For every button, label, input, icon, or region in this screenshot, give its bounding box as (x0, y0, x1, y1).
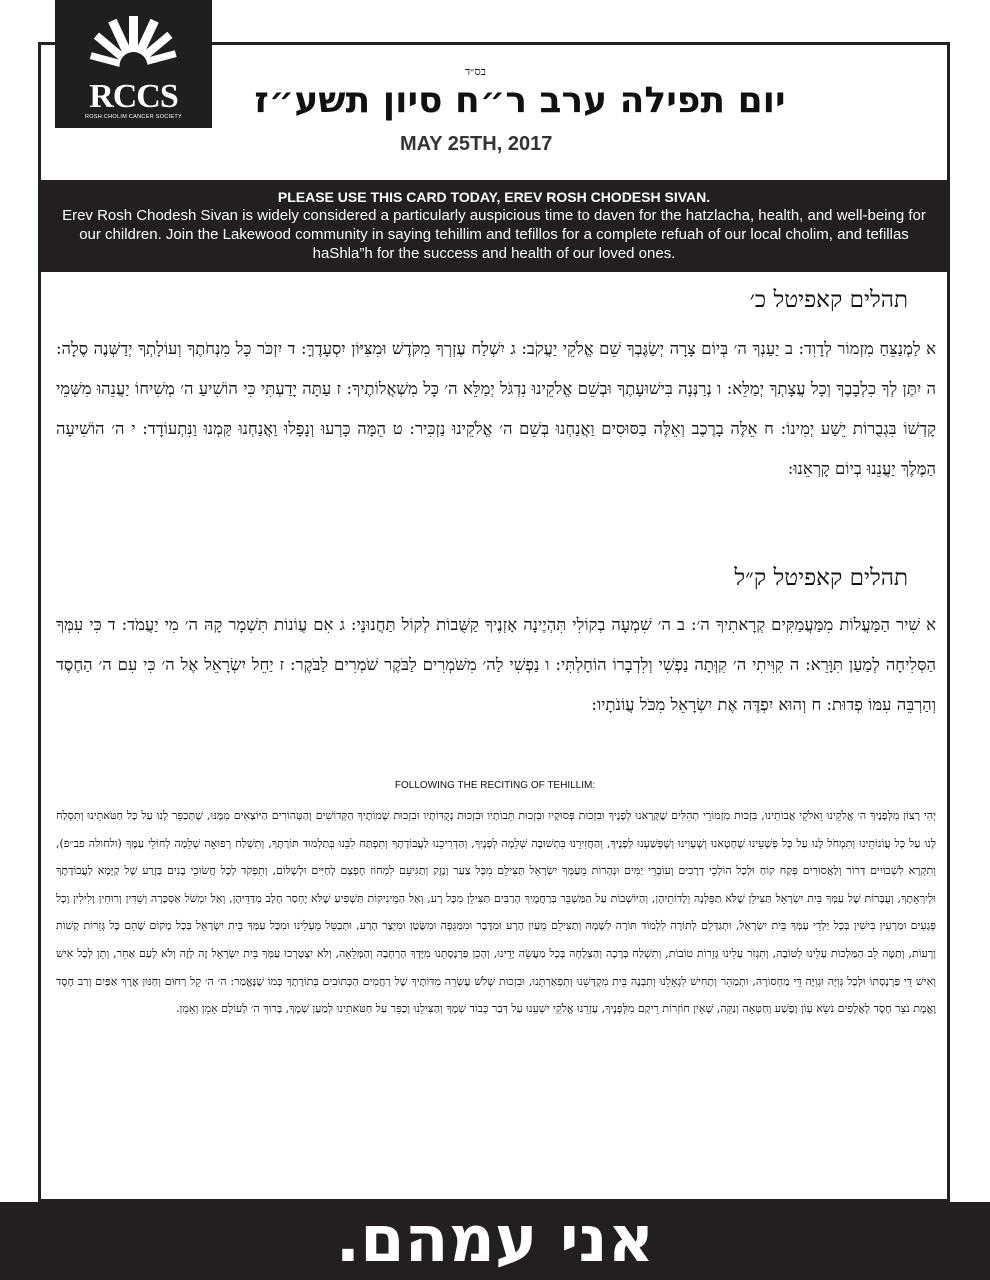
psalm-20-heading: תהלים קאפיטל כ׳ (749, 287, 908, 313)
prayer-text: יְהִי רָצוֹן מִלְּפָנֶיךָ ה׳ אֱלֹקֵינוּ וֵאלֹקֵי אֲבוֹתֵינוּ, בִּזְכוּת מִזְמוֹרֵי תְהִלִּים שֶׁקָּרָאנוּ לְפָנֶיךָ וּבִזְכוּת פְּסוּקָיו וּבִזְכוּת תֵּבוֹתָיו וּבִזְכוּת נְקֻדּוֹתָיו וּבִזְכוּת שְׁמוֹתֶיךָ הַקְּדוֹשִׁים וְהַטְּהוֹרִים הַיּוֹצְאִים מִמֶּנּוּ, שֶׁתְּכַפֵּר לָנוּ עַל כָּל חַטֹּאתֵינוּ וְתִסְלַח לָנוּ עַל כָּל עֲוֹנוֹתֵינוּ וְתִמְחֹל לָנוּ עַל כָּל פְּשָׁעֵינוּ שֶׁחָטָאנוּ וְשֶׁעָוִינוּ וְשֶׁפָּשַׁעְנוּ לְפָנֶיךָ, וְהַחֲזִירֵנוּ בִּתְשׁוּבָה שְׁלֵמָה לְפָנֶיךָ, וְהַדְרִיכֵנוּ לַעֲבוֹדָתֶךָ וְתִפְתַּח לִבֵּנוּ בְּתַלְמוּד תּוֹרָתֶךָ, וְתִשְׁלַח רְפוּאָה שְׁלֵמָה לְחוֹלֵי עַמֶּךָ (ולחולה פב״פ), וְתִקְרָא לִשְׁבוּיִים דְּרוֹר וְלַאֲסוּרִים פְּקַח קוֹחַ וּלְכָל הוֹלְכֵי דְרָכִים וְעוֹבְרֵי יַמִּים וּנְהָרוֹת מֵעַמְּךָ יִשְׂרָאֵל תַּצִּילֵם מִכָּל צַעַר וָנֶזֶק וְתַגִּיעֵם לִמְחוֹז חֶפְצָם לְחַיִּים וּלְשָׁלוֹם, וְתִפְקֹד לְכָל חֲשׂוּכֵי בָנִים בְּזֶרַע שֶׁל קַיָּמָא לַעֲבוֹדָתֶךָ וּלְיִרְאָתֶךָ, וְעֻבָּרוֹת שֶׁל עַמְּךָ בֵּית יִשְׂרָאֵל תַּצִּילֵן שֶׁלֹּא תַפֵּלְנָה וְלָדוֹתֵיהֶן, וְהַיּוֹשְׁבוֹת עַל הַמַּשְׁבֵּר בְּרַחֲמֶיךָ הָרַבִּים תַּצִּילֵן מִכָּל רָע, וְאַל הַמֵּינִיקוֹת תַּשְׁפִּיעַ שֶׁלֹּא יֶחְסַר חָלָב מִדַּדֵּיהֶן, וְאַל יִמְשֹׁל אַסְכָּרָה וְשֵׁדִין וְרוּחִין וְלִילִין וְכָל פְּגָעִים וּמַרְעִין בִּישִׁין בְּכָל יַלְדֵי עַמְּךָ בֵּית יִשְׂרָאֵל, וּתְגַדְּלֵם לְתוֹרָה לִלְמוֹד תּוֹרָה לִשְׁמָהּ וְתַצִּילֵם מֵעַיִן הָרָע וּמִדֶּבֶר וּמִמַּגֵּפָה וּמִשָּׂטָן וּמִיֵּצֶר הָרָע, וּתְבַטֵּל מֵעָלֵינוּ וּמִכָּל עַמְּךָ בֵּית יִשְׂרָאֵל בְּכָל מָקוֹם שֶׁהֵם כָּל גְּזֵרוֹת קָשׁוֹת וְרָעוֹת, וְתַטֶּה לֵב הַמַּלְכוּת עָלֵינוּ לְטוֹבָה, וְתִגְזֹר עָלֵינוּ גְּזֵרוֹת טוֹבוֹת, וְתִשְׁלַח בְּרָכָה וְהַצְלָחָה בְּכָל מַעֲשֵׂה יָדֵינוּ, וְהָכֵן פַּרְנָסָתֵנוּ מִיָּדְךָ הָרְחָבָה וְהַמְּלֵאָה, וְלֹא יִצְטָרְכוּ עַמְּךָ בֵּית יִשְׂרָאֵל זֶה לָזֶה וְלֹא לְעַם אַחֵר, וְתֵן לְכָל אִישׁ וְאִישׁ דֵּי פַּרְנָסָתוֹ וּלְכָל גְּוִיָּה וּגְוִיָּה דֵּי מַחְסוֹרָהּ, וּתְמַהֵר וְתָחִישׁ לִגְאָלֵנוּ וְתִבְנֶה בֵּית מִקְדָּשֵׁנוּ וְתִפְאַרְתֵּנוּ, וּבִזְכוּת שְׁלֹשׁ עֶשְׂרֵה מִדּוֹתֶיךָ שֶׁל רַחֲמִים הַכְּתוּבִים בְּתוֹרָתֶךָ כְּמוֹ שֶׁנֶּאֱמַר: ה׳ ה׳ קֵל רַחוּם וְחַנּוּן אֶרֶךְ אַפַּיִם וְרַב חֶסֶד וֶאֱמֶת נֹצֵר חֶסֶד לָאֲלָפִים נֹשֵׂא עָוֹן וָפֶשַׁע וְחַטָּאָה וְנַקֵּה, שֶׁאֵין חוֹזְרוֹת רֵיקָם מִלְּפָנֶיךָ, עָזְרֵנוּ אֱלֹקֵי יִשְׁעֵנוּ עַל דְּבַר כְּבוֹד שְׁמֶךָ וְהַצִּילֵנוּ וְכַפֵּר עַל חַטֹּאתֵינוּ לְמַעַן שְׁמֶךָ, בָּרוּךְ ה׳ לְעוֹלָם אָמֵן וְאָמֵן. (56, 809, 936, 1016)
banner-headline: PLEASE USE THIS CARD TODAY, EREV ROSH CHODESH SIVAN. (277, 189, 711, 205)
footer-slogan: אני עמהם. (335, 1203, 655, 1277)
banner-body: Erev Rosh Chodesh Sivan is widely considered a particularly auspicious time to daven for the hatzlacha, health, and well-being for our children. Join the Lakewood community in saying tehillim and tefillos for a complete refuah of our local cholim, and tefillas haShla”h for the success and health of our loved ones. (62, 207, 926, 262)
page-title: יום תפילה ערב ר״ח סיון תשע״ז (254, 80, 786, 121)
event-date: MAY 25TH, 2017 (400, 133, 553, 155)
sunburst-icon (85, 16, 182, 78)
bsd-mark: בס״ד (465, 66, 487, 78)
logo-name: RCCS (89, 78, 178, 115)
info-banner (38, 180, 950, 272)
following-label: FOLLOWING THE RECITING OF TEHILLIM: (394, 780, 596, 791)
psalm-130-text: א שִׁיר הַמַּעֲלוֹת מִמַּעֲמַקִּים קְרָאתִיךָ ה׳: ב ה׳ שִׁמְעָה בְקוֹלִי תִּהְיֶינָה אָזְנֶיךָ קַשֻּׁבוֹת לְקוֹל תַּחֲנוּנָי: ג אִם עֲוֹנוֹת תִּשְׁמָר קָהּ ה׳ מִי יַעֲמֹד: ד כִּי עִמְּךָ הַסְּלִיחָה לְמַעַן תִּוָּרֵא: ה קִוִּיתִי ה׳ קִוְּתָה נַפְשִׁי וְלִדְבָרוֹ הוֹחָלְתִּי: ו נַפְשִׁי לַה׳ מִשֹּׁמְרִים לַבֹּקֶר שֹׁמְרִים לַבֹּקֶר: ז יַחֵל יִשְׂרָאֵל אֶל ה׳ כִּי עִם ה׳ הַחֶסֶד וְהַרְבֵּה עִמּוֹ פְדוּת: ח וְהוּא יִפְדֶּה אֶת יִשְׂרָאֵל מִכֹּל עֲוֹנֹתָיו: (56, 615, 936, 714)
psalm-20-text: א לַמְנַצֵּחַ מִזְמוֹר לְדָוִד: ב יַעַנְךָ ה׳ בְּיוֹם צָרָה יְשַׂגֶּבְךָ שֵׁם אֱלֹקֵי יַעֲקֹב: ג יִשְׁלַח עֶזְרְךָ מִקֹּדֶשׁ וּמִצִּיּוֹן יִסְעָדֶךָּ: ד יִזְכֹּר כָּל מִנְחֹתֶךָ וְעוֹלָתְךָ יְדַשְּׁנֶה סֶלָה: ה יִתֶּן לְךָ כִלְבָבֶךָ וְכָל עֲצָתְךָ יְמַלֵּא: ו נְרַנְּנָה בִּישׁוּעָתֶךָ וּבְשֵׁם אֱלֹקֵינוּ נִדְגֹּל יְמַלֵּא ה׳ כָּל מִשְׁאֲלוֹתֶיךָ: ז עַתָּה יָדַעְתִּי כִּי הוֹשִׁיעַ ה׳ מְשִׁיחוֹ יַעֲנֵהוּ מִשְּׁמֵי קָדְשׁוֹ בִּגְבֻרוֹת יֵשַׁע יְמִינוֹ: ח אֵלֶּה בָרֶכֶב וְאֵלֶּה בַסּוּסִים וַאֲנַחְנוּ בְּשֵׁם ה׳ אֱלֹקֵינוּ נַזְכִּיר: ט הֵמָּה כָּרְעוּ וְנָפָלוּ וַאֲנַחְנוּ קַּמְנוּ וַנִּתְעוֹדָד: י ה׳ הוֹשִׁיעָה הַמֶּלֶךְ יַעֲנֵנוּ בְיוֹם קָרְאֵנוּ: (56, 339, 936, 478)
footer-bar (0, 1202, 990, 1280)
rccs-logo (55, 0, 212, 128)
psalm-130-heading: תהלים קאפיטל ק״ל (734, 565, 908, 591)
logo-tagline: ROSH CHOLIM CANCER SOCIETY (84, 114, 183, 120)
